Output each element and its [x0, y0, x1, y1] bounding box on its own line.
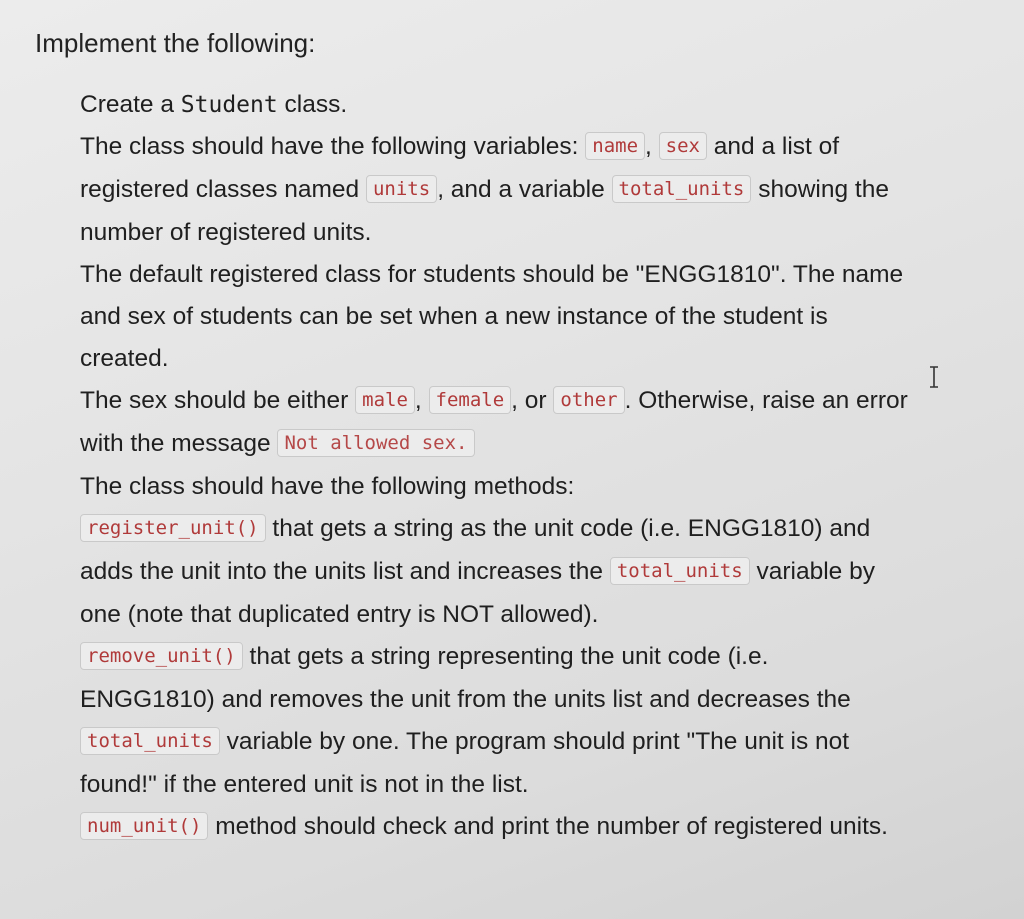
- code-total-units: total_units: [612, 175, 752, 203]
- register-text: one (note that duplicated entry is NOT allowed).: [80, 601, 599, 628]
- code-remove-unit: remove_unit(): [80, 642, 243, 670]
- register-text: variable by: [756, 558, 875, 585]
- separator: ,: [645, 133, 652, 160]
- register-line-2: [80, 551, 1015, 594]
- defaults-line-1: The default registered class for students should be "ENGG1810". The name: [80, 261, 904, 288]
- sex-rule-line-1: [80, 380, 1015, 423]
- defaults-line-2: and sex of students can be set when a new instance of the student is: [80, 303, 828, 330]
- variables-text: and a list of: [713, 133, 840, 160]
- register-line-1: [80, 508, 1015, 551]
- variables-text: The class should have the following variables:: [80, 133, 579, 160]
- register-text: adds the unit into the units list and increases the: [80, 558, 603, 585]
- code-other: other: [553, 386, 624, 414]
- remove-line-4: [80, 764, 1015, 806]
- intro-line: [80, 84, 1015, 126]
- sex-rule-line-2: [80, 423, 1015, 466]
- variables-text: registered classes named: [80, 176, 360, 203]
- page-heading: Implement the following:: [35, 28, 316, 58]
- code-num-unit: num_unit(): [80, 812, 208, 840]
- remove-text: ENGG1810) and removes the unit from the units list and decreases the: [80, 686, 851, 713]
- remove-line-1: [80, 636, 1015, 679]
- code-error-message: Not allowed sex.: [277, 429, 474, 457]
- register-text: that gets a string as the unit code (i.e. ENGG1810) and: [272, 515, 871, 542]
- sex-rule-text: with the message: [80, 430, 271, 457]
- remove-text: found!" if the entered unit is not in the list.: [80, 771, 529, 798]
- variables-line-3: [80, 212, 1015, 254]
- variables-line-1: [80, 126, 1015, 169]
- variables-text: showing the: [758, 176, 889, 203]
- code-male: male: [355, 386, 415, 414]
- remove-line-2: [80, 679, 1015, 721]
- code-total-units: total_units: [80, 727, 220, 755]
- variables-line-2: [80, 169, 1015, 212]
- remove-text: variable by one. The program should print "The unit is not: [226, 728, 850, 755]
- num-line: [80, 806, 1015, 849]
- code-register-unit: register_unit(): [80, 514, 266, 542]
- num-text: method should check and print the number of registered units.: [215, 813, 888, 840]
- separator: ,: [414, 387, 422, 414]
- separator: , or: [511, 387, 547, 414]
- code-sex: sex: [659, 132, 707, 160]
- class-name: Student: [180, 92, 278, 118]
- intro-prefix: Create a: [80, 91, 174, 118]
- code-units: units: [366, 175, 437, 203]
- remove-line-3: [80, 721, 1015, 764]
- sex-rule-text: The sex should be either: [80, 387, 349, 414]
- code-female: female: [429, 386, 512, 414]
- defaults-line-3: created.: [80, 345, 169, 372]
- methods-intro: The class should have the following methods:: [80, 473, 575, 500]
- intro-suffix: class.: [284, 91, 348, 118]
- sex-rule-text: . Otherwise, raise an error: [624, 387, 908, 414]
- code-total-units: total_units: [610, 557, 750, 585]
- variables-text: number of registered units.: [80, 219, 372, 246]
- variables-text: , and a variable: [437, 176, 605, 203]
- text-cursor-icon: [927, 366, 941, 388]
- instructions-body: [80, 84, 1015, 849]
- remove-text: that gets a string representing the unit code (i.e.: [249, 643, 769, 670]
- register-line-3: [80, 594, 1015, 636]
- code-name: name: [585, 132, 645, 160]
